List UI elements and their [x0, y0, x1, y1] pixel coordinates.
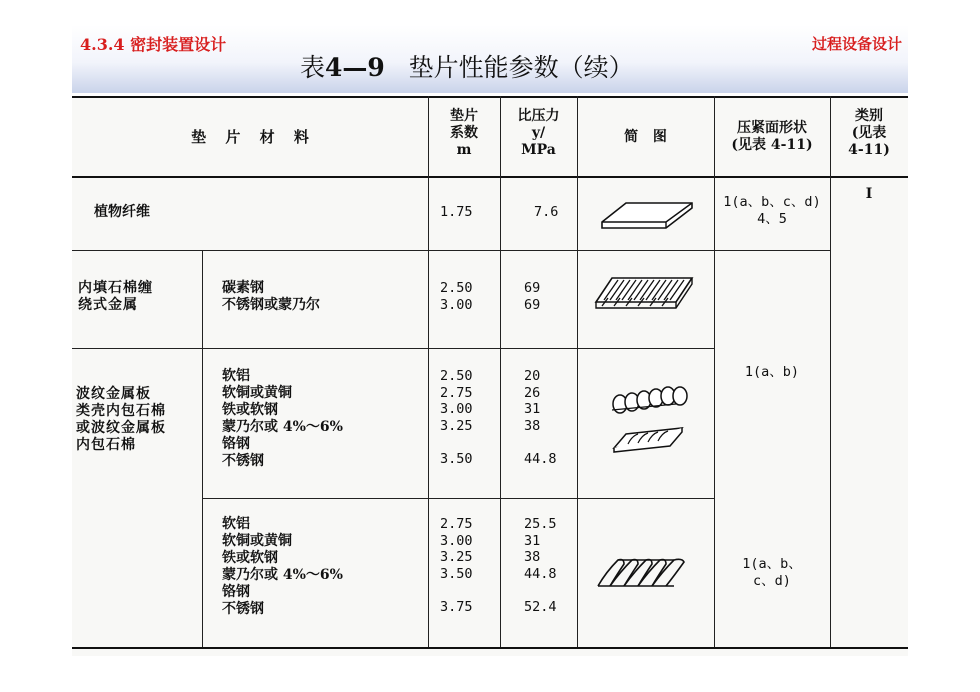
table-title-text: 垫片性能参数（续）: [408, 53, 634, 82]
row-4-face-shape: 1(a、b、 c、d): [742, 556, 802, 589]
table-title-number: 4—9: [325, 53, 385, 82]
row-1-material: 植物纤维: [94, 204, 150, 220]
row-2-subs: 碳素钢 不锈钢或蒙乃尔: [222, 280, 320, 313]
section-label: 4.3.4 密封装置设计: [80, 35, 227, 54]
col-header-sketch: 简 图: [624, 129, 667, 145]
spiral-wound-gasket-icon: [592, 268, 696, 314]
col-rule-m: [428, 96, 429, 647]
corrugated-metal-gasket-icon: [594, 552, 694, 592]
row-2-3-face-shape: 1(a、b): [744, 364, 800, 380]
row-rule-1: [72, 250, 830, 251]
row-3-m: 2.50 2.75 3.00 3.25 3.50: [440, 368, 473, 467]
row-4-y: 25.5 31 38 44.8 52.4: [524, 516, 557, 615]
row-3-material: 波纹金属板 类壳内包石棉 或波纹金属板 内包石棉: [76, 386, 166, 453]
row-2-material: 内填石棉缠 绕式金属: [78, 280, 153, 313]
row-2-m: 2.50 3.00: [440, 280, 473, 313]
table-bottom-rule: [72, 647, 908, 649]
row-rule-3: [202, 498, 714, 499]
course-label: 过程设备设计: [811, 35, 902, 53]
row-2-y: 69 69: [524, 280, 541, 313]
row-1-face-shape: 1(a、b、c、d) 4、5: [723, 194, 821, 227]
gasket-parameter-table: [72, 96, 908, 656]
sheet-gasket-icon: [600, 196, 696, 232]
col-header-category: 类别 (见表 4-11): [848, 108, 890, 158]
col-header-material: 垫 片 材 料: [191, 128, 309, 146]
col-rule-sub: [202, 250, 203, 647]
row-rule-2: [72, 348, 714, 349]
col-rule-y: [500, 96, 501, 647]
row-4-m: 2.75 3.00 3.25 3.50 3.75: [440, 516, 473, 615]
row-3-subs: 软铝 软铜或黄铜 铁或软钢 蒙乃尔或 4%～6% 铬钢 不锈钢: [222, 368, 343, 469]
row-1-y: 7.6: [534, 204, 559, 220]
row-4-subs: 软铝 软铜或黄铜 铁或软钢 蒙乃尔或 4%～6% 铬钢 不锈钢: [222, 516, 343, 617]
corrugated-jacketed-gasket-icon: [606, 388, 692, 460]
table-header-rule: [72, 176, 908, 178]
row-1-category: Ⅰ: [865, 186, 873, 202]
col-header-pressure: 比压力 y/ MPa: [517, 108, 560, 158]
col-header-face-shape: 压紧面形状 (见表 4-11): [731, 120, 813, 153]
col-rule-category: [830, 96, 831, 647]
table-title-prefix: 表: [300, 53, 326, 82]
table-title: [300, 48, 634, 84]
row-1-m: 1.75: [440, 204, 473, 220]
col-header-factor: 垫片 系数 m: [450, 108, 478, 158]
col-rule-sketch: [577, 96, 578, 647]
table-top-rule: [72, 96, 908, 98]
row-3-y: 20 26 31 38 44.8: [524, 368, 557, 467]
